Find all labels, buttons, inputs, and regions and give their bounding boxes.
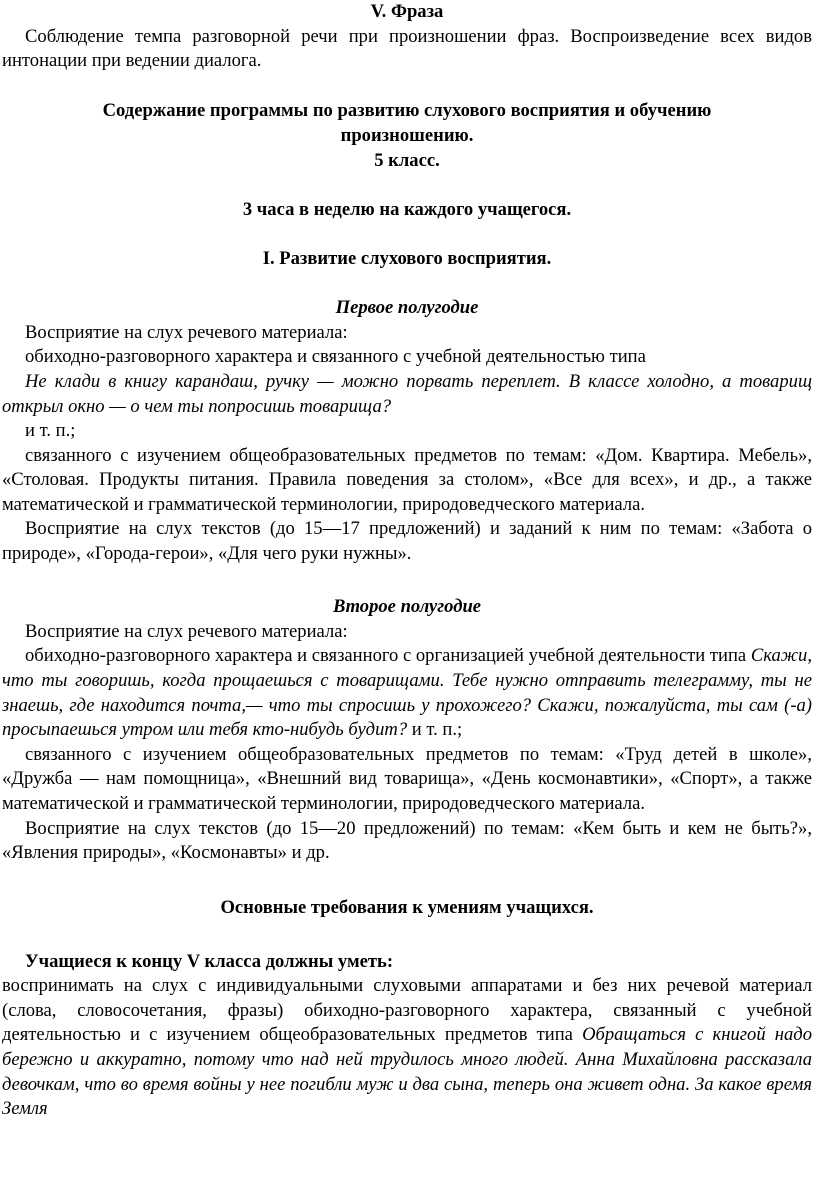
paragraph-italic-text: Скажи, что ты говоришь, когда прощаешься с товарищами. Тебе нужно отправить телеграмму, ты не знаешь, где находится почта,— что ты спросишь у прохожего? Скажи, пожалуйста, ты сам (-а) просыпаешься утром или тебя кто-нибудь будит? bbox=[2, 645, 813, 741]
paragraph bbox=[2, 644, 812, 742]
section-title-hearing: I. Развитие слухового восприятия. bbox=[262, 247, 552, 269]
paragraph: связанного с изучением общеобразовательных предметов по темам: «Дом. Квартира. Мебель», «Столовая. Продукты питания. Правила поведения за столом», «Все для всех», и др., а также математической и грамматической терминологии, природоведческого материала. bbox=[2, 444, 812, 515]
second-half-heading: Второе полугодие bbox=[332, 596, 482, 618]
paragraph bbox=[2, 974, 812, 1122]
paragraph-text: обиходно-разговорного характера и связанного с организацией учебной деятельности типа bbox=[25, 645, 751, 667]
grade-title: 5 класс. bbox=[374, 149, 440, 171]
program-title-line2: произношению. bbox=[340, 124, 474, 146]
paragraph: обиходно-разговорного характера и связанного с учебной деятельностью типа bbox=[25, 346, 646, 368]
first-half-heading: Первое полугодие bbox=[335, 297, 479, 319]
paragraph: Восприятие на слух текстов (до 15—20 предложений) по темам: «Кем быть и кем не быть?», «Явления природы», «Космонавты» и др. bbox=[2, 817, 812, 864]
paragraph: Восприятие на слух речевого материала: bbox=[25, 620, 348, 642]
paragraph-italic-text: Обращаться с книгой надо бережно и аккуратно, потому что над ней трудилось много людей. Анна Михайловна рассказала девочкам, что во время войны у нее погибли муж и два сына, теперь она живет одна. За какое время Земля bbox=[2, 1024, 812, 1120]
program-title-line1: Содержание программы по развитию слухового восприятия и обучению bbox=[102, 100, 712, 122]
paragraph: Восприятие на слух речевого материала: bbox=[25, 321, 348, 343]
paragraph: Соблюдение темпа разговорной речи при произношении фраз. Воспроизведение всех видов интонации при ведении диалога. bbox=[2, 25, 812, 72]
requirements-heading: Основные требования к умениям учащихся. bbox=[220, 897, 594, 919]
paragraph: и т. п.; bbox=[25, 420, 76, 442]
requirements-subheading: Учащиеся к концу V класса должны уметь: bbox=[25, 950, 394, 972]
hours-title: 3 часа в неделю на каждого учащегося. bbox=[242, 198, 572, 220]
paragraph-text: воспринимать на слух с индивидуальными слуховыми аппаратами и без них речевой материал (слова, словосочетания, фразы) обиходно-разговорного характера, связанный с учебной деятельностью и с изучением общеобразовательных предметов типа bbox=[2, 975, 812, 1046]
section-heading-phrase: V. Фраза bbox=[370, 1, 444, 22]
paragraph-text: и т. п.; bbox=[407, 719, 463, 741]
paragraph: Восприятие на слух текстов (до 15—17 предложений) и заданий к ним по темам: «Забота о природе», «Города-герои», «Для чего руки нужны». bbox=[2, 518, 812, 565]
paragraph: связанного с изучением общеобразовательных предметов по темам: «Труд детей в школе», «Дружба — нам помощница», «Внешний вид товарища», «День космонавтики», «Спорт», а также математической и грамматической терминологии, природоведческого материала. bbox=[2, 743, 812, 814]
paragraph-italic: Не клади в книгу карандаш, ручку — можно порвать переплет. В классе холодно, а товарищ открыл окно — о чем ты попросишь товарища? bbox=[2, 370, 812, 417]
